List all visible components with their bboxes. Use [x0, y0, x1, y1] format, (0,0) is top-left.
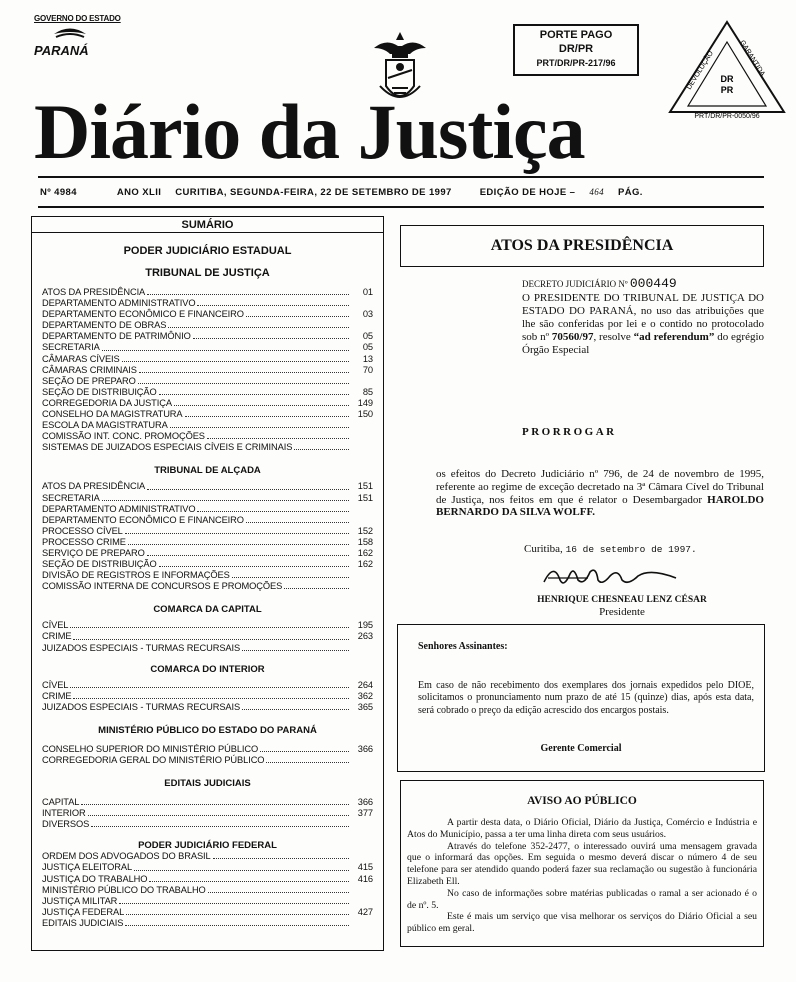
summary-entry-label: SEÇÃO DE DISTRIBUIÇÃO [42, 559, 157, 570]
leader-dots [193, 331, 349, 339]
summary-entry-label: ORDEM DOS ADVOGADOS DO BRASIL [42, 851, 211, 862]
summary-entry-label: SEÇÃO DE PREPARO [42, 375, 136, 386]
government-emblem-icon [52, 25, 88, 39]
leader-dots [232, 570, 349, 578]
leader-dots [102, 342, 349, 350]
summary-entry [42, 874, 373, 885]
summary-entry [42, 548, 373, 559]
summary-entry [42, 907, 373, 918]
summary-entry [42, 797, 373, 808]
summary-entry-label: EDITAIS JUDICIAIS [42, 917, 124, 928]
summary-entry-page: 03 [362, 309, 373, 320]
summary-entry-page [351, 376, 373, 387]
summary-entry-label: CORREGEDORIA DA JUSTIÇA [42, 397, 172, 408]
summary-ej-title: EDITAIS JUDICIAIS [164, 778, 251, 790]
leader-dots [266, 755, 349, 763]
subscribers-title: Senhores Assinantes: [418, 641, 508, 652]
summary-entry [42, 398, 373, 409]
leader-dots [294, 442, 349, 450]
summary-entry-page [351, 755, 373, 766]
public-notice-body [407, 817, 757, 935]
summary-entry-label: DEPARTAMENTO ECONÔMICO E FINANCEIRO [42, 309, 244, 320]
summary-section-state: PODER JUDICIÁRIO ESTADUAL [123, 245, 292, 257]
para1-c: , resolve [593, 331, 634, 343]
summary-entry [42, 862, 373, 873]
signer-name: HENRIQUE CHESNEAU LENZ CÉSAR [537, 595, 707, 605]
summary-entry-label: CRIME [42, 631, 72, 642]
summary-entry [42, 298, 373, 309]
summary-entry-label: INTERIOR [42, 808, 86, 819]
summary-entry-page: 366 [357, 743, 373, 754]
summary-entry-label: ATOS DA PRESIDÊNCIA [42, 287, 146, 297]
summary-tj-title: TRIBUNAL DE JUSTIÇA [145, 267, 270, 279]
leader-dots [197, 298, 349, 306]
summary-entry-page: 85 [362, 386, 373, 397]
leader-dots [128, 537, 349, 545]
summary-entry [42, 918, 373, 929]
summary-entry-page: 416 [357, 873, 373, 884]
summary-entry [42, 631, 373, 642]
summary-entry-label: DEPARTAMENTO DE PATRIMÔNIO [42, 331, 191, 342]
summary-entry-page [351, 442, 373, 453]
summary-entry-page [351, 581, 373, 592]
header-rule-top [38, 176, 764, 178]
summary-entry [42, 342, 373, 353]
leader-dots [284, 581, 349, 589]
summary-entry [42, 331, 373, 342]
summary-entry-label: JUIZADOS ESPECIAIS - TURMAS RECURSAIS [42, 701, 241, 712]
summary-entry-label: DEPARTAMENTO ECONÔMICO E FINANCEIRO [42, 514, 244, 525]
summary-entry-page: 13 [362, 353, 373, 364]
summary-entry [42, 620, 373, 631]
decree-label: DECRETO JUDICIÁRIO Nº [522, 279, 628, 289]
atos-title: ATOS DA PRESIDÊNCIA [400, 225, 764, 267]
leader-dots [242, 643, 349, 651]
leader-dots [147, 481, 349, 489]
summary-entry [42, 515, 373, 526]
summary-entry [42, 365, 373, 376]
summary-entry-page [351, 896, 373, 907]
government-label: GOVERNO DO ESTADO [34, 14, 121, 23]
summary-entry-page [351, 320, 373, 331]
summary-entry-page: 162 [357, 559, 373, 570]
summary-entry [42, 691, 373, 702]
leader-dots [139, 365, 349, 373]
leader-dots [197, 504, 349, 512]
summary-entry-page: 162 [357, 547, 373, 558]
summary-cc-title: COMARCA DA CAPITAL [153, 604, 262, 616]
summary-tj-list [32, 287, 383, 453]
summary-entry-label: SECRETARIA [42, 342, 100, 353]
summary-entry-page: 158 [357, 536, 373, 547]
summary-entry-label: SEÇÃO DE DISTRIBUIÇÃO [42, 386, 157, 397]
summary-entry-label: DIVERSOS [42, 819, 90, 830]
summary-entry [42, 537, 373, 548]
summary-entry-label: CÍVEL [42, 679, 69, 690]
postage-paid-box [513, 24, 639, 76]
summary-entry-page: 70 [362, 364, 373, 375]
para1-a: O PRESIDENTE DO TRIBUNAL DE JUSTIÇA DO ESTADO DO PARANÁ, no uso das atribuições que lhe são conferidas por lei e o contido no protocolado sob nº [522, 292, 764, 343]
decree-place-date [524, 543, 697, 555]
stamp-bottom: PRT/DR/PR-0050/96 [694, 113, 760, 120]
summary-entry-label: JUSTIÇA MILITAR [42, 895, 118, 906]
summary-ci-list [32, 680, 383, 713]
summary-entry [42, 481, 373, 492]
summary-entry-page: 150 [357, 409, 373, 420]
leader-dots [147, 548, 349, 556]
summary-entry-page: 263 [357, 631, 373, 642]
summary-entry-page: 264 [357, 679, 373, 690]
leader-dots [213, 851, 349, 859]
public-notice-p2: Através do telefone 352-2477, o interessado ouvirá uma mensagem gravada que o informará das opções. Em seguida o mesmo deverá discar o número 4 de seu telefone para ser atendido quando poderá fazer sua reclamação ou sugestão à funcionária Elizabeth Ell. [407, 840, 757, 887]
para1-e: do egrégio Órgão Especial [522, 331, 765, 356]
summary-entry-page: 427 [357, 906, 373, 917]
summary-pf-list [32, 851, 383, 929]
edition-pages: 464 [589, 187, 605, 197]
issue-year: ANO XLII [116, 186, 162, 198]
postage-line-3: PRT/DR/PR-217/96 [536, 58, 616, 68]
summary-entry-label: SECRETARIA [42, 492, 100, 503]
summary-entry [42, 680, 373, 691]
summary-ci-title: COMARCA DO INTERIOR [150, 663, 265, 675]
summary-entry-label: ESCOLA DA MAGISTRATURA [42, 420, 168, 431]
public-notice [400, 780, 764, 947]
summary-entry [42, 376, 373, 387]
summary-entry-page: 152 [357, 525, 373, 536]
issue-info-bar [40, 180, 762, 204]
summary-entry [42, 442, 373, 453]
postage-line-2: DR/PR [558, 43, 594, 55]
summary-entry-label: CAPITAL [42, 797, 80, 808]
summary-entry-page [351, 504, 373, 515]
summary-entry-label: SISTEMAS DE JUIZADOS ESPECIAIS CÍVEIS E CRIMINAIS [42, 442, 293, 453]
summary-entry [42, 431, 373, 442]
summary-entry-page: 151 [357, 492, 373, 503]
summary-entry [42, 320, 373, 331]
summary-entry-page [351, 431, 373, 442]
summary-entry [42, 420, 373, 431]
summary-entry-label: DEPARTAMENTO ADMINISTRATIVO [42, 503, 196, 514]
para2-a: os efeitos do Decreto Judiciário nº 796, de 24 de novembro de 1995, referente ao regime de exceção decretado na 3ª Câmara Cível do Tribunal de Justiça, nos feitos em que é relator o Desembargador [436, 468, 764, 506]
summary-entry [42, 581, 373, 592]
summary-entry-label: DEPARTAMENTO ADMINISTRATIVO [42, 298, 196, 309]
leader-dots [207, 431, 349, 439]
summary-entry-label: CONSELHO SUPERIOR DO MINISTÉRIO PÚBLICO [42, 743, 259, 754]
summary-entry-page: 377 [357, 808, 373, 819]
issue-date: CURITIBA, SEGUNDA-FEIRA, 22 DE SETEMBRO DE 1997 [175, 186, 452, 198]
summary-entry [42, 409, 373, 420]
summary-entry-page: 366 [357, 797, 373, 808]
summary-entry-label: COMISSÃO INTERNA DE CONCURSOS E PROMOÇÕES [42, 581, 283, 592]
summary-entry [42, 885, 373, 896]
leader-dots [70, 680, 349, 688]
summary-entry [42, 309, 373, 320]
summary-ta-list [32, 481, 383, 592]
summary-entry [42, 559, 373, 570]
summary-entry [42, 744, 373, 755]
decree-paragraph-1 [522, 292, 764, 357]
summary-entry [42, 504, 373, 515]
summary-entry-page [351, 851, 373, 862]
summary-ta-title: TRIBUNAL DE ALÇADA [154, 465, 261, 477]
subscribers-sign: Gerente Comercial [540, 742, 622, 754]
decree-date: 16 de setembro de 1997. [565, 544, 697, 555]
leader-dots [70, 620, 349, 628]
leader-dots [159, 387, 349, 395]
leader-dots [168, 320, 349, 328]
summary-entry [42, 851, 373, 862]
leader-dots [138, 376, 349, 384]
subscribers-notice [397, 624, 765, 772]
decree-paragraph-2 [436, 468, 764, 519]
summary-entry-label: DEPARTAMENTO DE OBRAS [42, 320, 167, 331]
summary-mp-list [32, 744, 383, 766]
newspaper-title: Diário da Justiça [34, 88, 585, 175]
summary-entry-page: 01 [362, 287, 373, 297]
summary-pf-title: PODER JUDICIÁRIO FEDERAL [138, 840, 277, 852]
government-name: PARANÁ [34, 43, 89, 58]
summary-entry-label: CORREGEDORIA GERAL DO MINISTÉRIO PÚBLICO [42, 755, 265, 765]
public-notice-p1: A partir desta data, o Diário Oficial, Diário da Justiça, Comércio e Indústria e Atos do Município, passa a ter uma linha direta com seus usuários. [407, 817, 757, 840]
summary-entry [42, 896, 373, 907]
para1-b: 70560/97 [551, 331, 594, 343]
summary-entry-label: PROCESSO CÍVEL [42, 525, 123, 536]
decree-header [522, 276, 677, 291]
summary-entry [42, 570, 373, 581]
summary-mp-title: MINISTÉRIO PÚBLICO DO ESTADO DO PARANÁ [98, 724, 317, 736]
summary-entry-label: CÍVEL [42, 620, 69, 631]
leader-dots [91, 819, 349, 827]
summary-entry-page: 149 [357, 397, 373, 408]
summary-entry-label: JUSTIÇA ELEITORAL [42, 862, 133, 873]
stamp-c2: PR [720, 85, 734, 95]
leader-dots [174, 398, 349, 406]
leader-dots [125, 526, 349, 534]
issue-number: Nº 4984 [40, 186, 77, 198]
summary-entry [42, 493, 373, 504]
leader-dots [208, 885, 349, 893]
summary-entry-page [351, 885, 373, 896]
summary-entry [42, 702, 373, 713]
summary-entry [42, 526, 373, 537]
signature-icon [540, 556, 680, 592]
leader-dots [102, 493, 349, 501]
subscribers-body: Em caso de não recebimento dos exemplares dos jornais expedidos pelo DIOE, solicitamos o pronunciamento num prazo de até 15 (quinze) dias, após esta data, será cobrado o preço da edição acrescido dos encargos postais. [418, 680, 754, 716]
page-label: PÁG. [618, 186, 643, 198]
para2-b: HAROLDO BERNARDO DA SILVA WOLFF. [436, 493, 764, 519]
leader-dots [119, 896, 349, 904]
leader-dots [73, 631, 349, 639]
decree-place: Curitiba, [524, 543, 563, 555]
summary-entry-label: CÂMARAS CRIMINAIS [42, 364, 137, 375]
leader-dots [81, 797, 349, 805]
stamp-c1: DR [720, 74, 734, 84]
leader-dots [170, 420, 349, 428]
stamp-left: DEVOLUÇÃO [685, 50, 715, 92]
decree-number: 000449 [629, 276, 677, 291]
summary-box [31, 216, 384, 951]
para1-d: “ad referendum” [633, 331, 715, 343]
summary-entry-page: 365 [357, 701, 373, 712]
summary-entry-label: CONSELHO DA MAGISTRATURA [42, 409, 183, 420]
summary-entry-page: 362 [357, 690, 373, 701]
summary-entry-page: 151 [357, 481, 373, 492]
leader-dots [149, 874, 349, 882]
summary-entry-label: SERVIÇO DE PREPARO [42, 547, 145, 558]
leader-dots [126, 907, 349, 915]
summary-entry-page [351, 643, 373, 654]
stamp-right: GARANTIDA [738, 39, 766, 78]
summary-entry-label: JUIZADOS ESPECIAIS - TURMAS RECURSAIS [42, 642, 241, 653]
leader-dots [185, 409, 349, 417]
leader-dots [159, 559, 349, 567]
public-notice-p4: Este é mais um serviço que visa melhorar os serviços do Diário Oficial a seu público em geral. [407, 911, 757, 935]
summary-entry-label: CRIME [42, 690, 72, 701]
postage-line-1: PORTE PAGO [539, 29, 613, 41]
signer-role: Presidente [599, 606, 645, 618]
summary-entry-page: 05 [362, 331, 373, 342]
header-rule-bottom [38, 206, 764, 208]
leader-dots [242, 702, 349, 710]
summary-entry-label: JUSTIÇA DO TRABALHO [42, 873, 148, 884]
leader-dots [134, 862, 349, 870]
leader-dots [260, 744, 349, 752]
leader-dots [147, 287, 349, 295]
summary-entry-label: PROCESSO CRIME [42, 536, 126, 547]
summary-entry-page: 195 [357, 620, 373, 631]
decree-verb: PRORROGAR [522, 426, 617, 438]
summary-entry-label: ATOS DA PRESIDÊNCIA [42, 481, 146, 492]
summary-entry-label: COMISSÃO INT. CONC. PROMOÇÕES [42, 431, 205, 442]
summary-entry-page: 415 [357, 862, 373, 873]
summary-entry-page [351, 515, 373, 526]
summary-entry-page [351, 298, 373, 309]
summary-entry-page [351, 819, 373, 830]
summary-entry-page [351, 420, 373, 431]
signer-block [522, 594, 722, 618]
edition-label: EDIÇÃO DE HOJE – [479, 186, 576, 198]
summary-entry [42, 643, 373, 654]
public-notice-p3: No caso de informações sobre matérias publicadas o ramal a ser acionado é o de nº. 5. [407, 887, 757, 911]
summary-entry [42, 819, 373, 830]
summary-entry-label: DIVISÃO DE REGISTROS E INFORMAÇÕES [42, 570, 230, 581]
leader-dots [88, 808, 349, 816]
public-notice-title: AVISO AO PÚBLICO [527, 795, 637, 807]
summary-entry-page [351, 918, 373, 929]
summary-entry-label: CÂMARAS CÍVEIS [42, 353, 120, 364]
leader-dots [125, 918, 349, 926]
leader-dots [246, 309, 349, 317]
summary-entry [42, 755, 373, 766]
summary-entry [42, 808, 373, 819]
leader-dots [246, 515, 349, 523]
summary-ej-list [32, 797, 383, 830]
summary-entry-label: JUSTIÇA FEDERAL [42, 906, 125, 917]
summary-entry-page [351, 570, 373, 581]
summary-entry [42, 387, 373, 398]
summary-cc-list [32, 620, 383, 653]
leader-dots [73, 691, 349, 699]
summary-entry-label: MINISTÉRIO PÚBLICO DO TRABALHO [42, 884, 206, 895]
leader-dots [122, 354, 349, 362]
summary-title: SUMÁRIO [32, 217, 383, 233]
summary-entry-page: 05 [362, 342, 373, 353]
summary-entry [42, 287, 373, 298]
government-logo [34, 14, 124, 64]
summary-entry [42, 354, 373, 365]
